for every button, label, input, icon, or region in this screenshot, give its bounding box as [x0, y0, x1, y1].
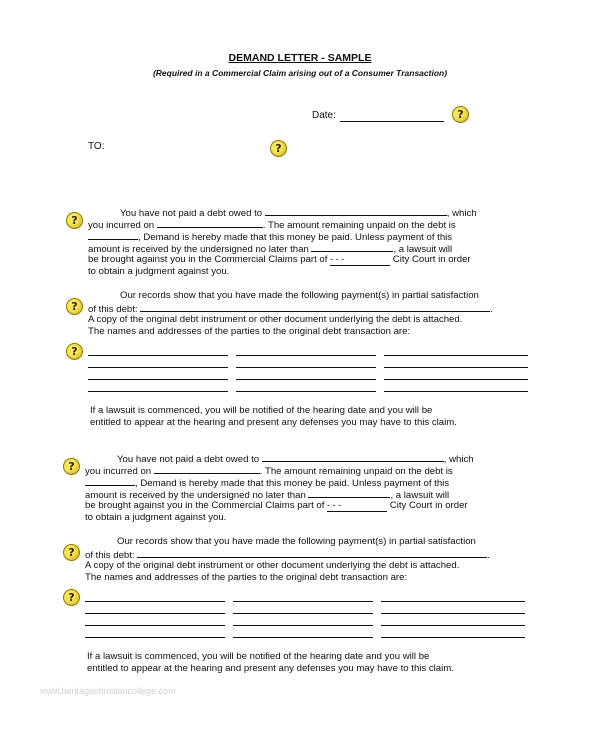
help-icon[interactable]: ?: [452, 106, 469, 123]
incurred-date-field[interactable]: [154, 464, 260, 474]
party-field[interactable]: [88, 355, 228, 356]
party-field[interactable]: [236, 379, 376, 380]
text-line: entitled to appear at the hearing and present any defenses you may have to this claim.: [87, 663, 454, 674]
payments-field[interactable]: [140, 302, 490, 312]
party-field[interactable]: [233, 625, 373, 626]
deadline-field[interactable]: [311, 242, 393, 252]
party-field[interactable]: [384, 355, 528, 356]
party-field[interactable]: [88, 367, 228, 368]
court-field[interactable]: - - -: [330, 254, 390, 266]
help-icon[interactable]: ?: [270, 140, 287, 157]
document-subtitle: (Required in a Commercial Claim arising out of a Consumer Transaction): [152, 68, 448, 78]
help-icon[interactable]: ?: [63, 544, 80, 561]
party-field[interactable]: [381, 637, 525, 638]
to-label: TO:: [88, 141, 105, 152]
text-line: If a lawsuit is commenced, you will be notified of the hearing date and you will be: [90, 405, 433, 416]
help-icon[interactable]: ?: [63, 589, 80, 606]
incurred-date-field[interactable]: [157, 218, 263, 228]
watermark: www.heritagechristiancollege.com: [40, 686, 176, 696]
text-line: , Demand is hereby made that this money be paid. Unless payment of this: [88, 230, 452, 244]
creditor-field[interactable]: [262, 452, 444, 462]
text-line: A copy of the original debt instrument or other document underlying the debt is attached.: [88, 314, 463, 325]
party-field[interactable]: [384, 391, 528, 392]
text-line: Our records show that you have made the following payment(s) in partial satisfaction: [117, 536, 476, 547]
text-line: you incurred on . The amount remaining unpaid on the debt is: [88, 220, 456, 231]
party-field[interactable]: [233, 613, 373, 614]
text-line: you incurred on . The amount remaining unpaid on the debt is: [85, 466, 453, 477]
party-field[interactable]: [236, 391, 376, 392]
text-line: entitled to appear at the hearing and present any defenses you may have to this claim.: [90, 417, 457, 428]
text-line: The names and addresses of the parties to the original debt transaction are:: [85, 572, 408, 583]
help-icon[interactable]: ?: [66, 343, 83, 360]
text-line: A copy of the original debt instrument or other document underlying the debt is attached.: [85, 560, 460, 571]
date-label: Date:: [312, 110, 336, 121]
party-field[interactable]: [384, 367, 528, 368]
text-line: to obtain a judgment against you.: [88, 266, 230, 277]
party-field[interactable]: [381, 625, 525, 626]
text-line: Our records show that you have made the following payment(s) in partial satisfaction: [120, 290, 479, 301]
amount-field[interactable]: [85, 476, 135, 486]
creditor-field[interactable]: [265, 206, 447, 216]
party-field[interactable]: [233, 601, 373, 602]
text-line: You have not paid a debt owed to , which: [117, 454, 474, 465]
party-field[interactable]: [85, 637, 225, 638]
document-title: DEMAND LETTER - SAMPLE: [228, 52, 372, 64]
party-field[interactable]: [85, 613, 225, 614]
payments-field[interactable]: [137, 548, 487, 558]
date-field[interactable]: [340, 110, 444, 122]
help-icon[interactable]: ?: [66, 298, 83, 315]
text-line: be brought against you in the Commercial Claims part of - - - City Court in order: [85, 500, 468, 511]
party-field[interactable]: [233, 637, 373, 638]
party-field[interactable]: [236, 355, 376, 356]
demand-section-2: [0, 452, 600, 682]
text-line: to obtain a judgment against you.: [85, 512, 227, 523]
text-line: , Demand is hereby made that this money be paid. Unless payment of this: [85, 476, 449, 490]
text-line: of this debt: .: [85, 550, 490, 561]
party-field[interactable]: [236, 367, 376, 368]
help-icon[interactable]: ?: [66, 212, 83, 229]
deadline-field[interactable]: [308, 488, 390, 498]
party-field[interactable]: [384, 379, 528, 380]
text-line: amount is received by the undersigned no later than , a lawsuit will: [85, 490, 450, 501]
court-field[interactable]: - - -: [327, 500, 387, 512]
party-field[interactable]: [88, 379, 228, 380]
party-field[interactable]: [85, 625, 225, 626]
party-field[interactable]: [381, 601, 525, 602]
party-field[interactable]: [381, 613, 525, 614]
help-icon[interactable]: ?: [63, 458, 80, 475]
amount-field[interactable]: [88, 230, 138, 240]
party-field[interactable]: [88, 391, 228, 392]
text-line: be brought against you in the Commercial Claims part of - - - City Court in order: [88, 254, 471, 265]
text-line: You have not paid a debt owed to , which: [120, 208, 477, 219]
demand-section-1: [0, 206, 600, 436]
text-line: The names and addresses of the parties to the original debt transaction are:: [88, 326, 411, 337]
party-field[interactable]: [85, 601, 225, 602]
text-line: of this debt: .: [88, 304, 493, 315]
text-line: amount is received by the undersigned no later than , a lawsuit will: [88, 244, 453, 255]
text-line: If a lawsuit is commenced, you will be notified of the hearing date and you will be: [87, 651, 430, 662]
